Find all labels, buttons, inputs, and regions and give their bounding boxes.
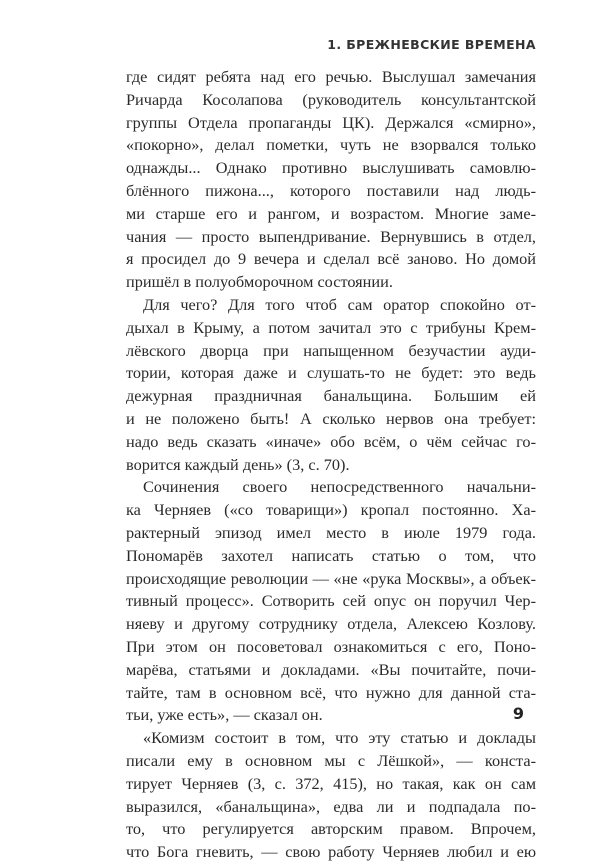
paragraph-first-line: «Комизм состоит в том, что эту статью и доклады bbox=[143, 728, 536, 748]
text-line: тории, которая даже и слушать-то не будет: это ведь bbox=[126, 363, 536, 383]
text-line: Ричарда Косолапова (руководитель консультантской bbox=[126, 89, 536, 109]
text-line: надо ведь сказать «иначе» обо всём, о чём сейчас го- bbox=[126, 431, 536, 451]
text-line: ми старше его и рангом, и возрастом. Многие заме- bbox=[126, 203, 536, 223]
text-line: рактерный эпизод имел место в июле 1979 года. bbox=[126, 522, 536, 542]
text-line: марёва, статьями и докладами. «Вы почитайте, почи- bbox=[126, 659, 536, 679]
text-line: тайте, там в основном всё, что нужно для данной ста- bbox=[126, 682, 536, 702]
text-line: блённого пижона..., которого поставили над людь- bbox=[126, 180, 536, 200]
body-text bbox=[126, 66, 536, 864]
text-line: и не положено быть! А сколько нервов она требует: bbox=[126, 408, 536, 428]
text-line: «покорно», делал пометки, чуть не взорвался только bbox=[126, 135, 536, 155]
text-line: чания — просто выпендривание. Вернувшись в отдел, bbox=[126, 226, 536, 246]
text-line: группы Отдела пропаганды ЦК). Держался «смирно», bbox=[126, 112, 536, 132]
text-line: происходящие революции — «не «рука Москвы», а объек- bbox=[126, 568, 536, 588]
page-number: 9 bbox=[512, 704, 524, 723]
text-line: где сидят ребята над его речью. Выслушал замечания bbox=[126, 67, 536, 86]
text-line: лёвского дворца при напыщенном безучастии ауди- bbox=[126, 340, 536, 360]
text-line: что Бога гневить, — свою работу Черняев любил и ею bbox=[126, 842, 536, 862]
text-line: При этом он посоветовал ознакомиться с его, Поно- bbox=[126, 636, 536, 656]
text-line: я просидел до 9 вечера и сделал всё заново. Но домой bbox=[126, 249, 536, 269]
text-line: писали ему в основном мы с Лёшкой», — конста- bbox=[126, 750, 536, 770]
text-line: дыхал в Крыму, а потом зачитал это с трибуны Крем- bbox=[126, 317, 536, 337]
text-line: ворится каждый день» (3, с. 70). bbox=[126, 454, 350, 474]
text-line: ка Черняев («со товарищи») кропал постоянно. Ха- bbox=[126, 500, 536, 520]
running-head-chapter-title: 1. БРЕЖНЕВСКИЕ ВРЕМЕНА bbox=[327, 37, 536, 52]
text-line: Пономарёв захотел написать статью о том, что bbox=[126, 545, 536, 565]
text-line: тивный процесс». Сотворить сей опус он поручил Чер- bbox=[126, 591, 536, 611]
text-line: однажды... Однако противно выслушивать самовлю- bbox=[126, 158, 536, 178]
text-line: пришёл в полуобморочном состоянии. bbox=[126, 272, 393, 292]
paragraph-first-line: Сочинения своего непосредственного начальни- bbox=[143, 477, 536, 497]
text-line: то, что регулируется авторским правом. Впрочем, bbox=[126, 819, 536, 839]
text-line: выразился, «банальщина», едва ли и подпадала по- bbox=[126, 796, 536, 816]
paragraph-first-line: Для чего? Для того чтоб сам оратор спокойно от- bbox=[143, 294, 536, 314]
text-line: няеву и другому сотруднику отдела, Алексею Козлову. bbox=[126, 614, 536, 634]
text-line: тирует Черняев (3, с. 372, 415), но такая, как он сам bbox=[126, 773, 536, 793]
text-line: тьи, уже есть», — сказал он. bbox=[126, 705, 323, 725]
text-line: дежурная праздничная банальщина. Большим ей bbox=[126, 386, 536, 406]
